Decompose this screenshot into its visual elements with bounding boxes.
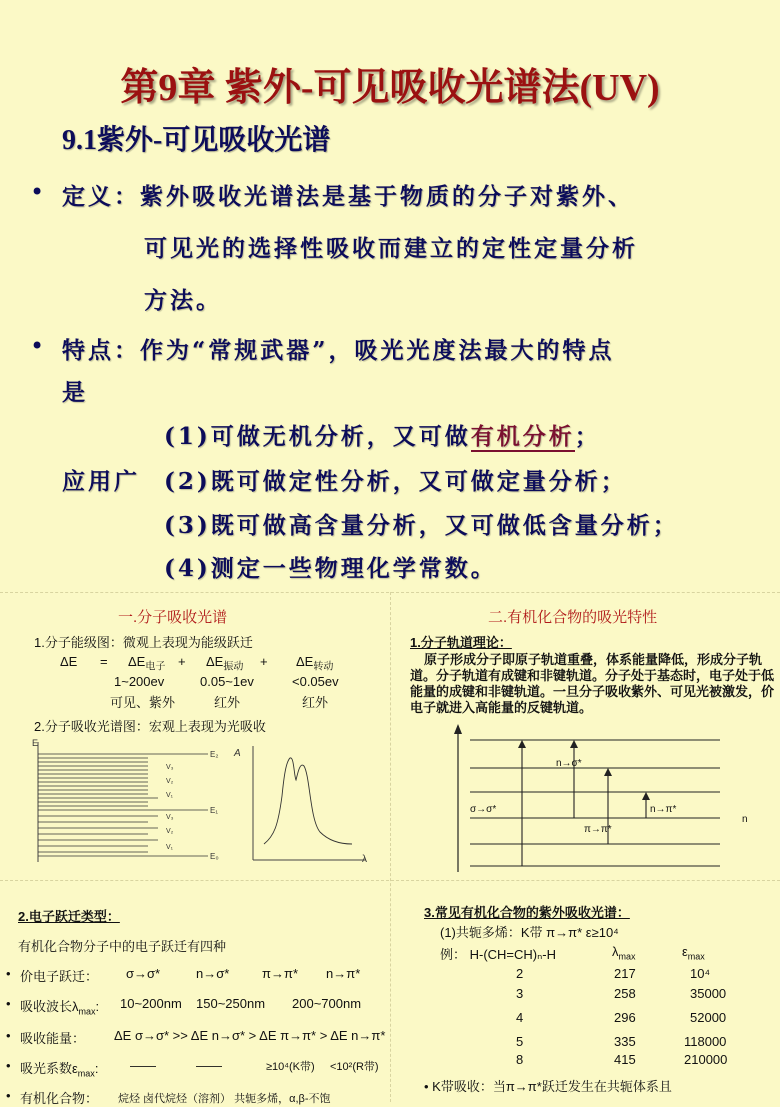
q2-heading: 1.分子轨道理论： <box>410 635 512 650</box>
q4-example-label: 例： H-(CH=CH)ₙ-H <box>440 947 557 962</box>
q3-epsilon-k-band: ≥10⁴(K带) <box>266 1061 315 1073</box>
q1-eq-lhs: ΔE <box>60 654 78 669</box>
definition-line-1: 定义：紫外吸收光谱法是基于物质的分子对紫外、 <box>62 183 634 210</box>
q1-region-ir-2: 红外 <box>302 695 329 710</box>
q3-epsilon-1: —— <box>130 1058 156 1073</box>
q1-range-electronic: 1~200ev <box>114 674 165 689</box>
q1-eq-plus: + <box>260 654 268 669</box>
orbital-levels <box>470 740 720 866</box>
q3-transition-2: n→σ* <box>196 966 230 981</box>
q1-title: 一.分子吸收光谱 <box>118 609 228 626</box>
q3-organic-examples: 烷烃 卤代烷烃（溶剂） 共轭多烯，α,β-不饱 <box>118 1093 331 1105</box>
vib-v2-upper: V₂ <box>166 778 174 785</box>
feature-item-1-end: ； <box>574 423 601 450</box>
q4-row-lambda: 296 <box>614 1010 636 1025</box>
q3-wavelength-3: 200~700nm <box>292 996 362 1011</box>
vib-v1-lower: V₁ <box>166 844 174 851</box>
feature-item-1-text: (1)可做无机分析，又可做 <box>164 423 471 450</box>
q1-spectrum-heading: 2.分子吸收光谱图：宏观上表现为光吸收 <box>34 719 266 734</box>
q3-epsilon-r-band: <10²(R带) <box>330 1061 379 1073</box>
features-line-2: 是 <box>62 379 88 406</box>
arrow-head-icon <box>604 768 612 776</box>
q4-conjugated-polyene: (1)共轭多烯：K带 π→π* ε≥10⁴ <box>440 925 619 940</box>
q2-paragraph: 原子形成分子即原子轨道重叠，体系能量降低，形成分子轨道。分子轨道有成键和非键轨道。分子处于基态时，电子处于低能量的成键和非键轨道。一旦分子吸收紫外、可见光被激发，价电子就进入高能量的反键轨道。 <box>410 652 775 715</box>
arrow-head-icon <box>454 724 462 734</box>
energy-axis-label: E <box>32 738 39 748</box>
q4-heading: 3.常见有机化合物的紫外吸收光谱： <box>424 905 630 920</box>
q3-energy-label: 吸收能量： <box>20 1031 86 1046</box>
q3-intro: 有机化合物分子中的电子跃迁有四种 <box>18 939 227 954</box>
q3-organic-label: 有机化合物： <box>20 1091 99 1106</box>
q3-heading: 2.电子跃迁类型： <box>18 909 120 924</box>
q4-row-n: 3 <box>516 986 524 1001</box>
q3-energy-order: ΔE σ→σ* >> ΔE n→σ* > ΔE π→π* > ΔE n→π* <box>114 1028 386 1043</box>
arrow-head-icon <box>570 740 578 748</box>
q4-row-n: 5 <box>516 1034 524 1049</box>
bullet-icon: • <box>6 1058 11 1073</box>
level-e0-label: E₀ <box>210 852 219 861</box>
bullet-icon: • <box>30 332 45 360</box>
divider-vertical <box>390 592 392 1102</box>
q3-wavelength-1: 10~200nm <box>120 996 182 1011</box>
transition-sigma-sigma: σ→σ* <box>470 804 497 815</box>
q4-row-lambda: 335 <box>614 1034 636 1049</box>
q4-row-lambda: 258 <box>614 986 636 1001</box>
spectrum-x-label: λ <box>362 854 367 865</box>
q3-transition-4: n→π* <box>326 966 361 981</box>
q3-wavelength-2: 150~250nm <box>196 996 266 1011</box>
arrow-head-icon <box>642 792 650 800</box>
slide-title: 第9章 紫外-可见吸收光谱法(UV) <box>120 67 660 109</box>
feature-item-2: (2)既可做定性分析，又可做定量分析； <box>164 468 627 495</box>
level-e1-label: E₁ <box>210 806 219 815</box>
vib-v1-upper: V₁ <box>166 792 174 799</box>
q4-row-lambda: 415 <box>614 1052 636 1067</box>
highlight-organic-analysis: 有机分析 <box>470 423 575 450</box>
feature-item-4: (4)测定一些物理化学常数。 <box>164 555 497 582</box>
q4-col-lambda: $\lambda_{max}$ <box>612 944 636 962</box>
q3-epsilon-2: —— <box>196 1058 222 1073</box>
q3-epsilon-label: 吸光系数$\varepsilon_{max}$: <box>20 1061 99 1079</box>
q1-range-rotation: <0.05ev <box>292 674 339 689</box>
q1-range-vibration: 0.05~1ev <box>200 674 254 689</box>
spectrum-y-label: A <box>234 748 241 759</box>
q2-title: 二.有机化合物的吸光特性 <box>488 609 658 626</box>
bullet-icon: • <box>6 996 11 1011</box>
q1-energy-level-heading: 1.分子能级图：微观上表现为能级跃迁 <box>34 635 253 650</box>
q3-transition-3: π→π* <box>262 966 298 981</box>
q3-transition-1: σ→σ* <box>126 966 161 981</box>
transition-n-pi: n→π* <box>650 804 677 815</box>
q4-row-n: 8 <box>516 1052 524 1067</box>
transition-n-sigma: n→σ* <box>556 758 582 769</box>
divider-horizontal-2 <box>0 880 780 881</box>
energy-levels <box>38 754 208 856</box>
q3-wavelength-label: 吸收波长$\lambda_{max}$: <box>20 999 100 1017</box>
level-e2-label: E₂ <box>210 750 219 759</box>
q1-region-ir-1: 红外 <box>214 695 241 710</box>
q4-col-epsilon: $\varepsilon_{max}$ <box>682 944 705 962</box>
q1-eq-term-vibration: $\Delta E_{振动}$ <box>206 654 244 673</box>
q4-row-lambda: 217 <box>614 966 636 981</box>
q4-row-epsilon: 35000 <box>690 986 727 1001</box>
arrow-head-icon <box>518 740 526 748</box>
absorption-curve <box>264 758 352 844</box>
q4-row-epsilon: 210000 <box>684 1052 728 1067</box>
q4-row-n: 4 <box>516 1010 524 1025</box>
bullet-icon: • <box>6 1028 11 1043</box>
q3-valence-label: 价电子跃迁： <box>20 969 99 984</box>
vib-v3-lower: V₃ <box>166 814 174 821</box>
bullet-icon: • <box>6 1088 11 1103</box>
orbital-diagram <box>400 722 778 878</box>
transition-pi-pi: π→π* <box>584 824 612 835</box>
vib-v2-lower: V₂ <box>166 828 174 835</box>
q4-row-epsilon: 10⁴ <box>690 966 711 981</box>
q4-row-n: 2 <box>516 966 524 981</box>
q1-eq-plus: + <box>178 654 186 669</box>
q4-row-epsilon: 52000 <box>690 1010 727 1025</box>
application-label: 应用广 <box>62 468 140 495</box>
energy-level-diagram <box>28 736 378 871</box>
q4-row-epsilon: 118000 <box>684 1034 727 1049</box>
section-title: 9.1紫外-可见吸收光谱 <box>62 125 331 156</box>
q1-eq-term-rotation: $\Delta E_{转动}$ <box>296 654 334 673</box>
definition-line-3: 方法。 <box>144 287 222 314</box>
bullet-icon: • <box>30 178 45 206</box>
q1-eq-term-electronic: $\Delta E_{电子}$ <box>128 654 166 673</box>
feature-item-3: (3)既可做高含量分析，又可做低含量分析； <box>164 512 679 539</box>
feature-item-1 <box>164 418 601 451</box>
transition-arrows <box>522 744 646 866</box>
q1-region-uv-vis: 可见、紫外 <box>110 695 176 710</box>
vib-v3-upper: V₃ <box>166 764 174 771</box>
features-line-1: 特点：作为“常规武器”，吸光光度法最大的特点 <box>62 337 615 364</box>
bullet-icon: • <box>6 966 11 981</box>
definition-line-2: 可见光的选择性吸收而建立的定性定量分析 <box>144 235 638 262</box>
q1-eq-sign: = <box>100 654 108 669</box>
q4-k-band-note: • K带吸收：当π→π*跃迁发生在共轭体系且 <box>424 1079 672 1094</box>
orbital-n-label: n <box>742 814 748 825</box>
